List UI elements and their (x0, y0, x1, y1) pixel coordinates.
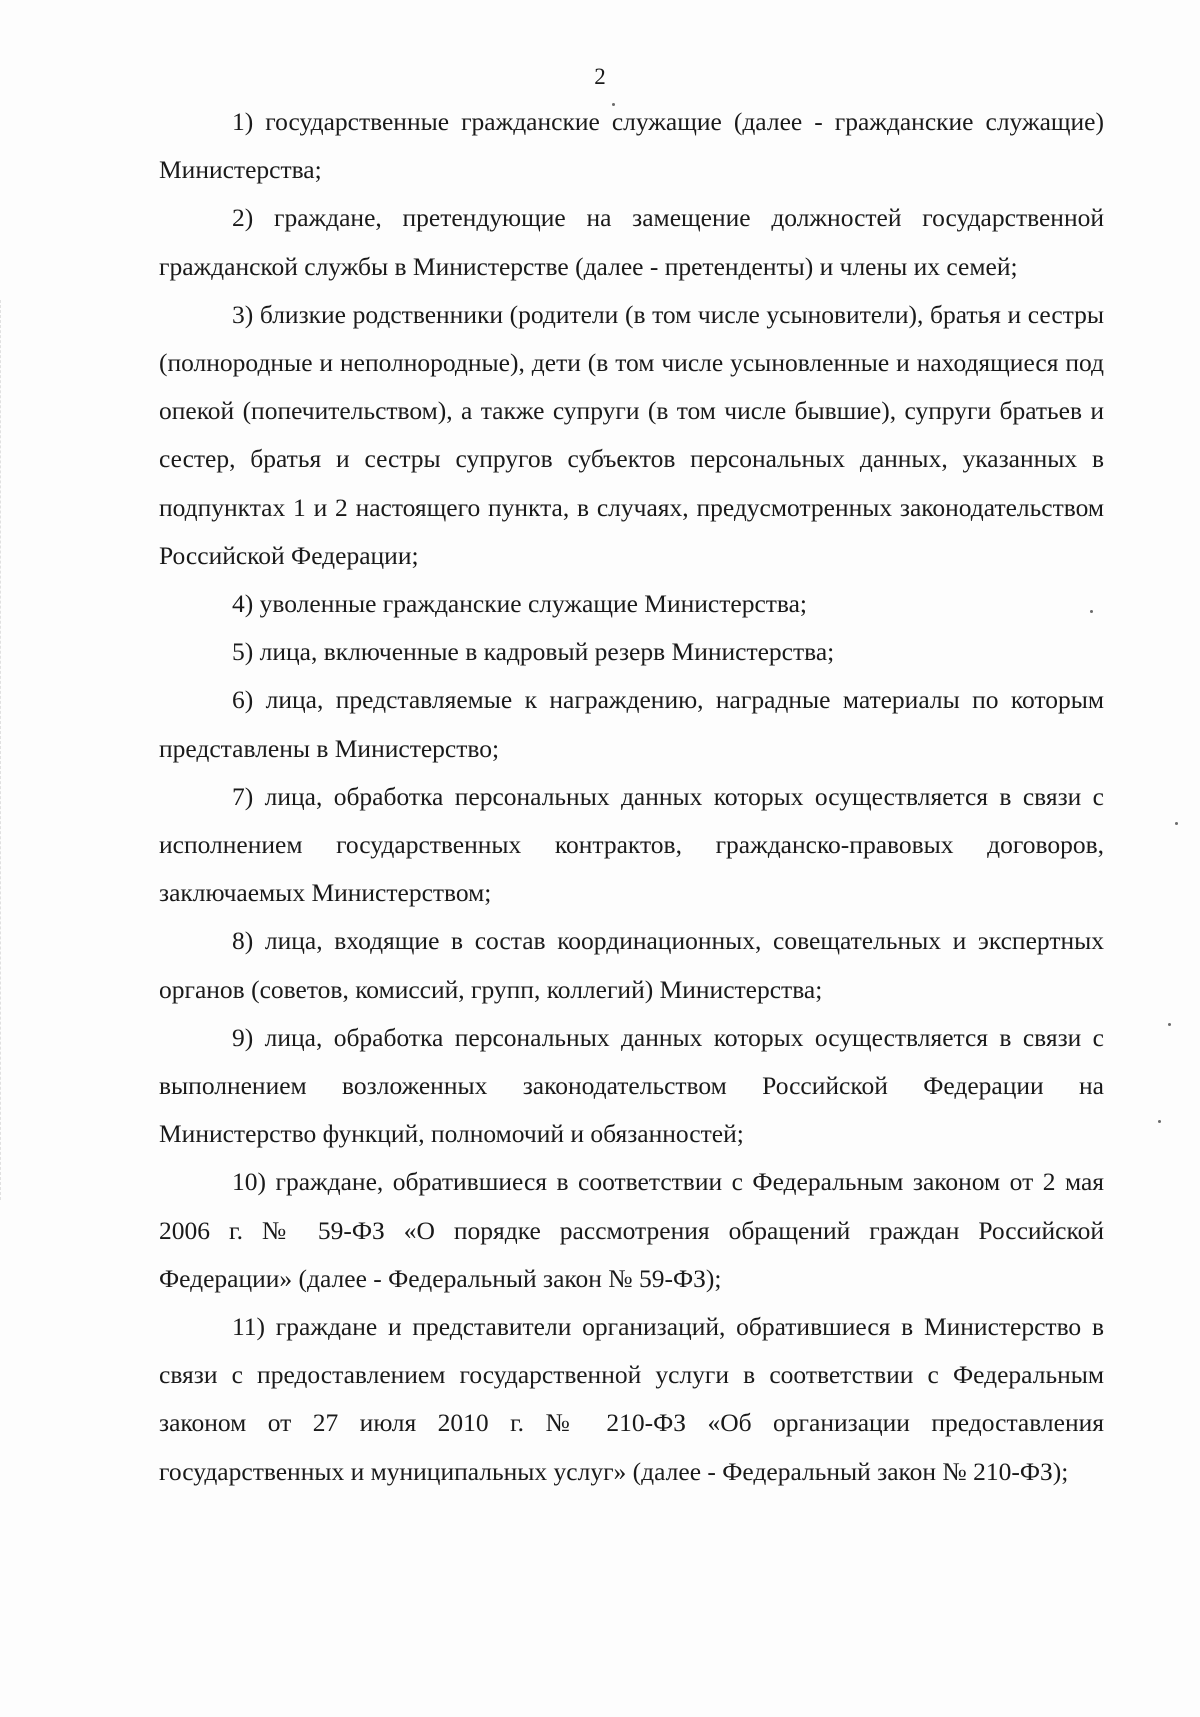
page-number: 2 (594, 64, 606, 89)
document-body (159, 98, 1104, 1496)
paragraph-1: 1) государственные гражданские служащие (далее - гражданские служащие) Министерства; (159, 107, 1104, 185)
paragraph-10: 10) граждане, обратившиеся в соответствии с Федеральным законом от 2 мая 2006 г. № 59-ФЗ «О порядке рассмотрения обращений граждан Российской Федерации» (далее - Федеральный закон № 59-ФЗ); (159, 1167, 1104, 1293)
paragraph-3: 3) близкие родственники (родители (в том числе усыновители), братья и сестры (полнородные и неполнородные), дети (в том числе усыновленные и находящиеся под опекой (попечительством), а также супруги (в том числе бывшие), супруги братьев и сестер, братья и сестры супругов субъектов персональных данных, указанных в подпунктах 1 и 2 настоящего пункта, в случаях, предусмотренных законодательством Российской Федерации; (159, 299, 1104, 570)
paragraph-4: 4) уволенные гражданские служащие Министерства; (232, 589, 808, 619)
scan-speck (1175, 822, 1178, 825)
paragraph-11: 11) граждане и представители организаций, обратившиеся в Министерство в связи с предоставлением государственной услуги в соответствии с Федеральным законом от 27 июля 2010 г. № 210-ФЗ «Об организации предоставления государственных и муниципальных услуг» (далее - Федеральный закон № 210-ФЗ); (159, 1312, 1104, 1486)
scan-edge-artifact (0, 300, 5, 1200)
scan-speck (1090, 610, 1093, 613)
paragraph-2: 2) граждане, претендующие на замещение должностей государственной гражданской службы в Министерстве (далее - претенденты) и члены их семей; (159, 203, 1104, 281)
paragraph-9: 9) лица, обработка персональных данных которых осуществляется в связи с выполнением возложенных законодательством Российской Федерации на Министерство функций, полномочий и обязанностей; (159, 1022, 1104, 1149)
paragraph-6: 6) лица, представляемые к награждению, наградные материалы по которым представлены в Министерство; (159, 685, 1104, 763)
scan-speck (1168, 1023, 1171, 1026)
paragraph-7: 7) лица, обработка персональных данных которых осуществляется в связи с исполнением государственных контрактов, гражданско-правовых договоров, заключаемых Министерством; (159, 781, 1104, 908)
paragraph-5: 5) лица, включенные в кадровый резерв Министерства; (232, 637, 835, 667)
scan-speck (612, 103, 615, 106)
paragraph-8: 8) лица, входящие в состав координационных, совещательных и экспертных органов (советов, комиссий, групп, коллегий) Министерства; (159, 926, 1104, 1004)
scan-speck (1158, 1120, 1161, 1123)
